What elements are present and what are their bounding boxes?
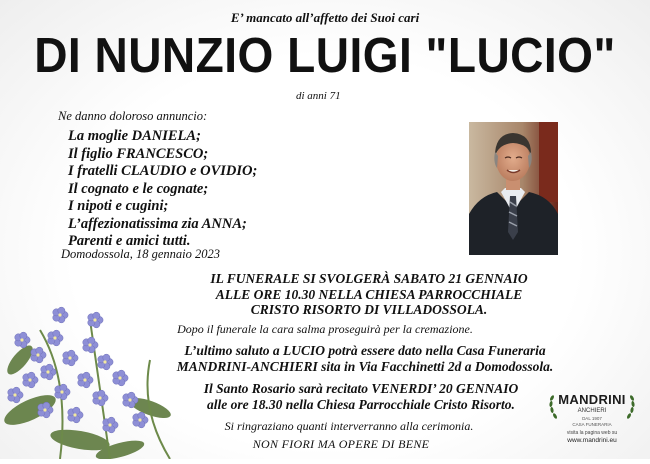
funeral-line: IL FUNERALE SI SVOLGERÀ SABATO 21 GENNAIO [210,271,528,286]
logo-since: DAL 1907 [582,416,602,421]
flower-blossom [113,370,128,386]
mourner-line: Il figlio FRANCESCO; [68,145,209,162]
flower-blossom [93,390,108,406]
announcement-line: Ne danno doloroso annuncio: [58,109,208,123]
flower-blossom [31,347,46,363]
funeral-line: ALLE ORE 10.30 NELLA CHIESA PARROCCHIALE [215,287,523,302]
mourners-list [68,128,257,251]
mourner-line: L’affezionatissima zia ANNA; [68,215,247,232]
flower-blossom [23,372,38,388]
logo-brand: MANDRINI [558,392,626,407]
flower-blossom [83,337,98,353]
flower-blossom [53,307,68,323]
age-line: di anni 71 [296,90,341,102]
salute-line: MANDRINI-ANCHIERI sita in Via Facchinetti 2d a Domodossola. [176,359,554,374]
logo-tagline: CASA FUNERARIA [572,422,612,427]
salute-line: L’ultimo saluto a LUCIO potrà essere dato nella Casa Funeraria [184,343,546,358]
mourner-line: Parenti e amici tutti. [68,233,191,249]
funeral-line: CRISTO RISORTO DI VILLADOSSOLA. [250,302,488,317]
no-flowers-line: NON FIORI MA OPERE DI BENE [252,437,430,451]
flower-blossom [41,364,56,380]
mourner-line: I nipoti e cugini; [68,198,169,214]
flower-blossom [63,350,78,366]
rosary-line: Il Santo Rosario sarà recitato VENERDI’ 20 GENNAIO [203,381,519,396]
mourner-line: I fratelli CLAUDIO e OVIDIO; [68,163,258,179]
intro-line: E’ mancato all’affetto dei Suoi cari [230,10,420,25]
rosary-line: alle ore 18.30 nella Chiesa Parrocchiale Cristo Risorto. [207,397,515,412]
cremation-line: Dopo il funerale la cara salma proseguirà per la cremazione. [177,322,473,336]
flower-blossom [15,332,30,348]
flower-blossom [48,330,63,346]
place-date: Domodossola, 18 gennaio 2023 [61,247,221,261]
flower-blossom [88,312,103,328]
flower-blossom [133,412,148,428]
deceased-name: DI NUNZIO LUIGI "LUCIO" [34,29,616,83]
logo-url[interactable]: www.mandrini.eu [567,437,617,444]
flower-blossom [55,384,70,400]
logo-subtitle: ANCHIERI [577,408,607,414]
funeral-home-logo [546,386,638,448]
logo-web-label: visita la pagina web su [566,430,618,436]
flower-blossom [98,354,113,370]
mourner-line: La moglie DANIELA; [68,128,201,144]
flower-blossom [68,407,83,423]
flower-blossom [8,387,23,403]
mourner-line: Il cognato e le cognate; [68,180,209,197]
flower-blossom [103,417,118,433]
flower-blossom [78,372,93,388]
flowers-image [0,300,200,459]
portrait-photo [469,122,558,255]
thanks-line: Si ringraziano quanti interverranno alla cerimonia. [224,419,474,433]
